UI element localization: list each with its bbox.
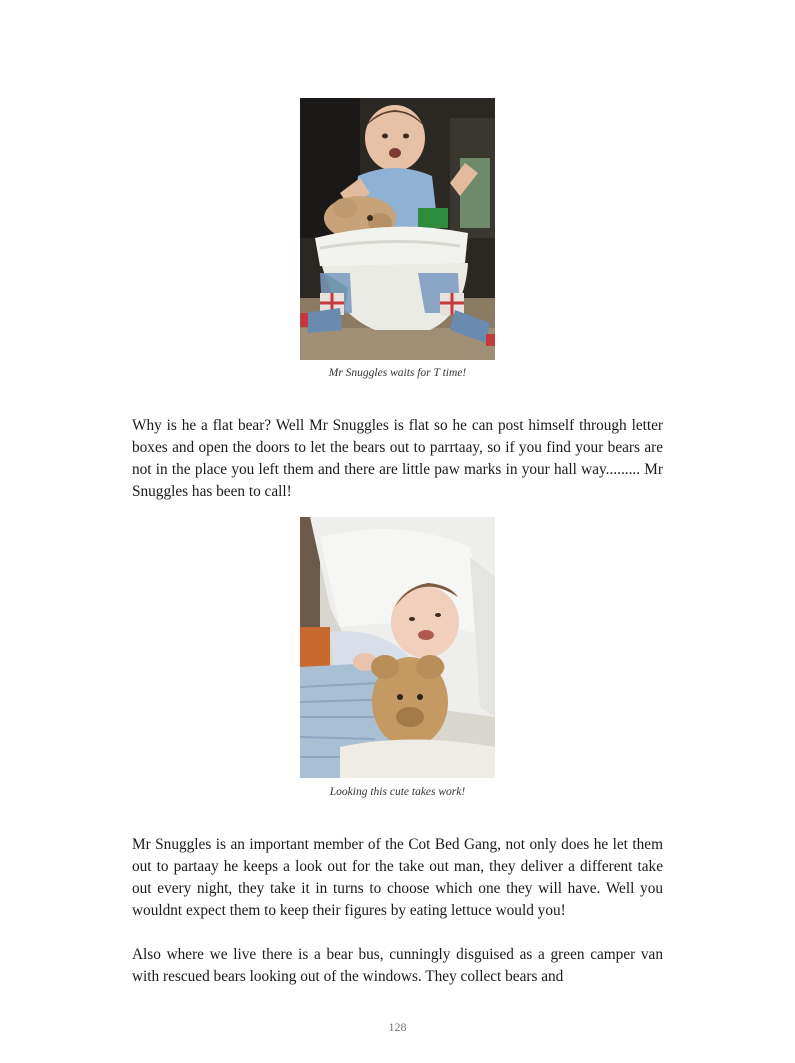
baby-in-bed-image [300, 517, 495, 778]
photo-baby-in-booster-seat [300, 98, 495, 360]
body-paragraph: Why is he a flat bear? Well Mr Snuggles is flat so he can post himself through letter boxes and open the doors to let the bears out to parrtaay, so if you find your bears are not in the place you left them and there are little paw marks in your hall way......... Mr Snuggles has been to call! [132, 417, 663, 500]
figure-caption: Looking this cute takes work! [329, 786, 466, 798]
photo-baby-in-bed [300, 517, 495, 778]
page-number: 128 [388, 1020, 407, 1034]
body-paragraph: Also where we live there is a bear bus, cunningly disguised as a green camper van with rescued bears looking out of the windows. They collect bears and [132, 946, 663, 985]
figure-caption: Mr Snuggles waits for T time! [328, 367, 467, 379]
body-paragraph: Mr Snuggles is an important member of the Cot Bed Gang, not only does he let them out to partaay he keeps a look out for the take out man, they deliver a different take out every night, they take it in turns to choose which one they will have. Well you wouldnt expect them to keep their figures by eating lettuce would you! [132, 836, 663, 919]
baby-booster-seat-image [300, 98, 495, 360]
